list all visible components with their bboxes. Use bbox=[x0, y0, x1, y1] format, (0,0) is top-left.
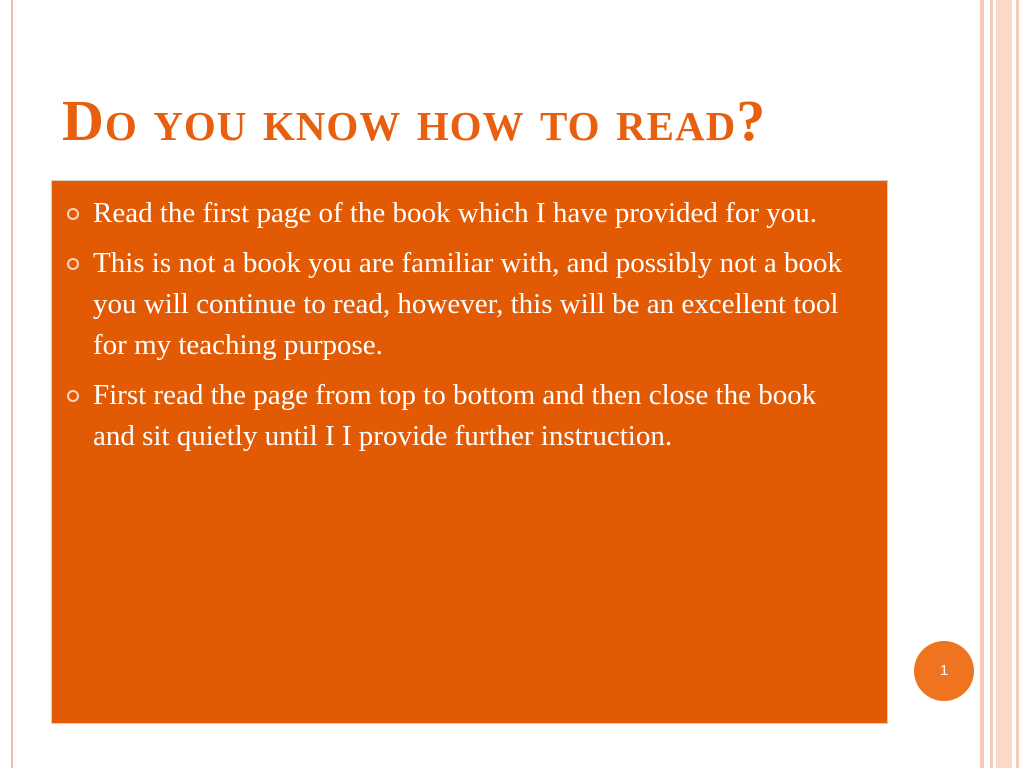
slide-title: Do you know how to read? bbox=[62, 88, 767, 153]
slide-number-badge: 1 bbox=[914, 641, 974, 701]
bullet-text: First read the page from top to bottom and then close the book and sit quietly until I I provide further instruction. bbox=[93, 379, 817, 452]
bullet-text: This is not a book you are familiar with, and possibly not a book you will continue to read, however, this will be an excellent tool for my teaching purpose. bbox=[93, 247, 843, 361]
decor-stripe bbox=[1016, 0, 1019, 768]
bullet-circle-icon bbox=[67, 208, 79, 220]
bullet-item bbox=[66, 243, 857, 366]
decor-stripe bbox=[980, 0, 984, 768]
decor-stripe bbox=[996, 0, 1012, 768]
right-decorative-stripes bbox=[980, 0, 1024, 768]
left-decorative-line bbox=[11, 0, 13, 768]
bullet-circle-icon bbox=[67, 390, 79, 402]
bullet-list bbox=[66, 193, 857, 457]
decor-stripe bbox=[990, 0, 993, 768]
bullet-circle-icon bbox=[67, 258, 79, 270]
bullet-item bbox=[66, 375, 857, 457]
bullet-item bbox=[66, 193, 857, 234]
content-box bbox=[51, 180, 888, 724]
bullet-text: Read the first page of the book which I have provided for you. bbox=[93, 197, 817, 229]
